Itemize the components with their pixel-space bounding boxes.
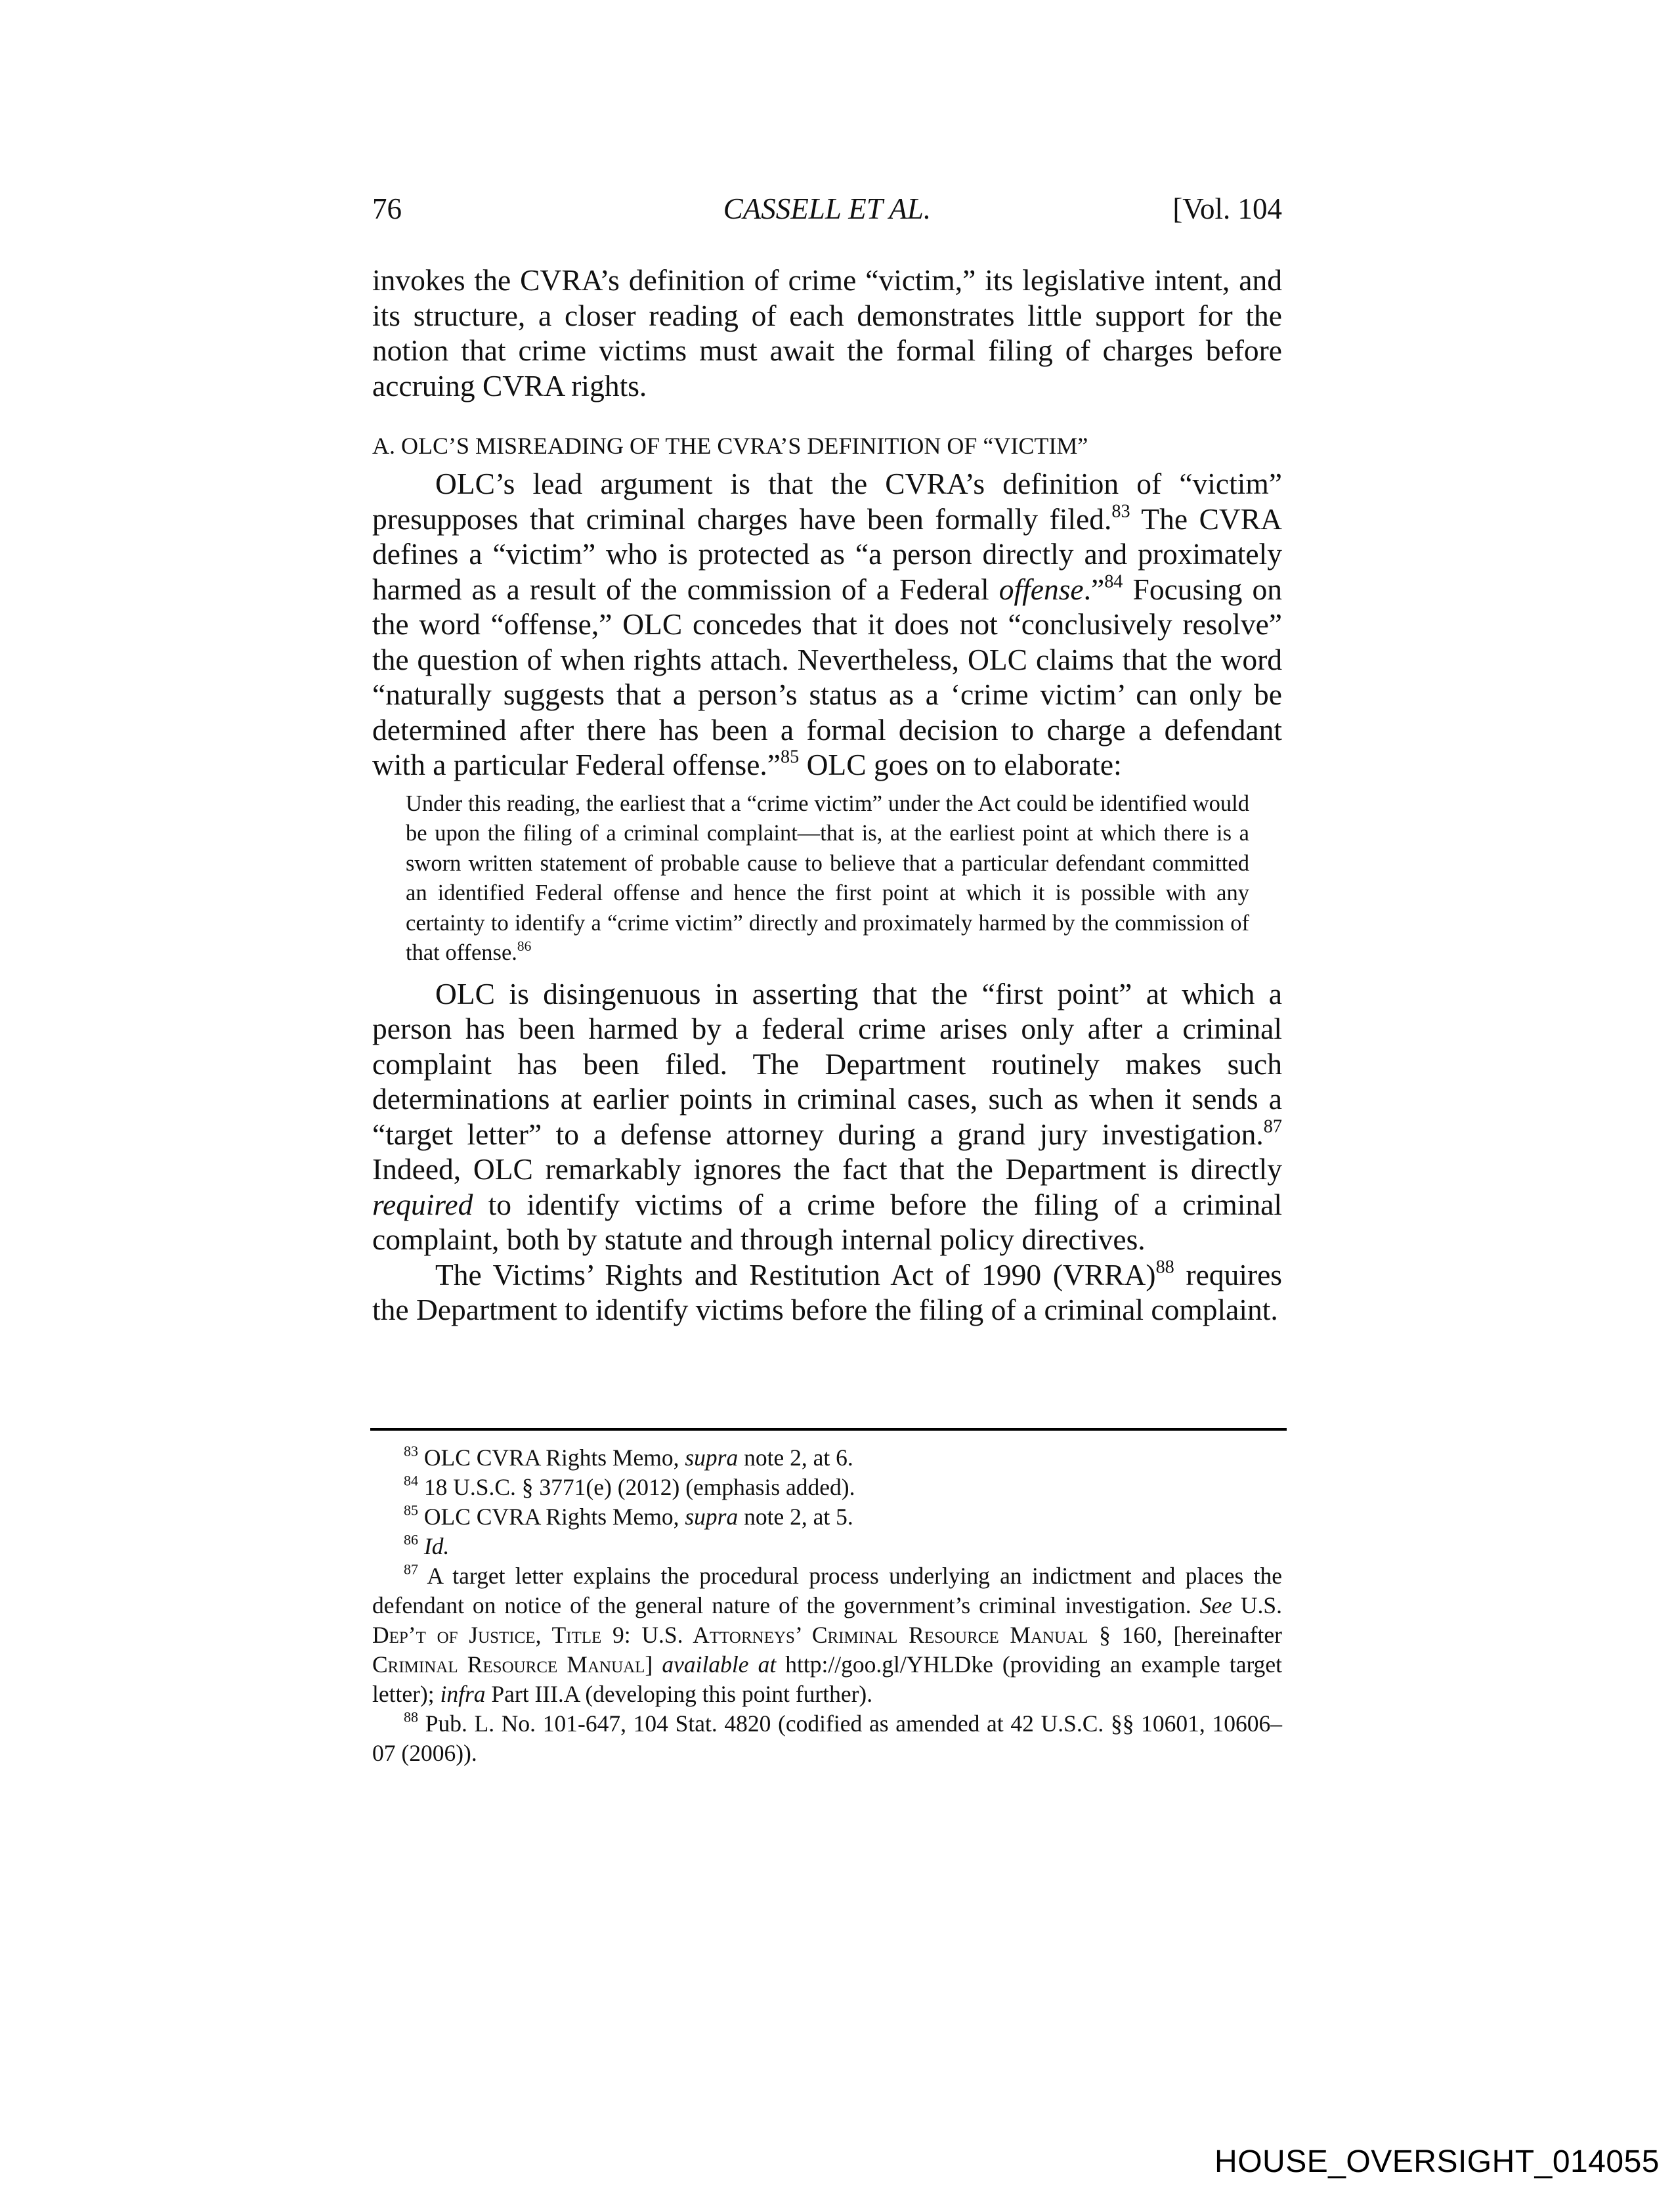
text-run: The CVRA defines a “victim” who is protected as “a person directly and proximately harmed as a result of the commission of a Federal xyxy=(372,502,1282,606)
paragraph xyxy=(372,976,1282,1257)
footnote-ref: 84 xyxy=(1104,571,1123,592)
footnote-ref: 83 xyxy=(1111,501,1130,522)
italic-text: offense xyxy=(998,572,1084,606)
footnote xyxy=(372,1443,1282,1473)
italic-text: Id. xyxy=(423,1533,450,1559)
section-heading xyxy=(372,429,1282,462)
footnote-ref: 85 xyxy=(780,747,800,768)
text-run: OLC CVRA Rights Memo, xyxy=(418,1444,685,1471)
block-quote xyxy=(406,789,1249,968)
footnote-ref: 88 xyxy=(404,1708,418,1725)
text-run: ] xyxy=(645,1651,662,1678)
italic-text: supra xyxy=(685,1504,739,1530)
text-run xyxy=(418,1533,424,1559)
footnote-divider xyxy=(370,1428,1287,1431)
text-run: A. OLC’S MISREADING OF THE CVRA’S DEFINITION OF “VICTIM” xyxy=(372,433,1088,459)
footnote-ref: 86 xyxy=(404,1531,418,1548)
footnote xyxy=(372,1709,1282,1768)
paragraph xyxy=(372,263,1282,403)
text-run: Under this reading, the earliest that a “crime victim” under the Act could be identified would be upon the filing of a criminal complaint—that is, at the earliest point at which there is a sworn written statement of probable cause to believe that a particular defendant committed an identified Federal offense and hence the first point at which it is possible with any certainty to identify a “crime victim” directly and proximately harmed by the commission of that offense. xyxy=(406,791,1249,965)
text-run: to identify victims of a crime before the filing of a criminal complaint, both by statute and through internal policy directives. xyxy=(372,1187,1282,1256)
text-run: OLC’s lead argument is that the CVRA’s definition of “victim” presupposes that criminal charges have been formally filed. xyxy=(372,467,1282,536)
italic-text: available at xyxy=(662,1651,777,1678)
small-caps-text: U.S. Dep’t of Justice, Title 9: U.S. Attorneys’ Criminal Resource Manual xyxy=(372,1592,1282,1648)
text-run: OLC goes on to elaborate: xyxy=(799,748,1122,781)
italic-text: required xyxy=(372,1187,473,1221)
footnote-ref: 85 xyxy=(404,1502,418,1519)
text-run: OLC CVRA Rights Memo, xyxy=(418,1504,685,1530)
text-run: http://goo.gl/YHLDke (providing an example target letter); xyxy=(372,1651,1283,1707)
footnote-ref: 83 xyxy=(404,1442,418,1460)
text-run: note 2, at 5. xyxy=(738,1504,853,1530)
body-text xyxy=(372,263,1282,1328)
text-run: OLC is disingenuous in asserting that the “first point” at which a person has been harmed by a federal crime arises only after a criminal complaint has been filed. The Department routinely makes such determinations at earlier points in criminal cases, such as when it sends a “target letter” to a defense attorney during a grand jury investigation. xyxy=(372,976,1282,1151)
running-title: CASSELL ET AL. xyxy=(723,192,932,225)
paragraph xyxy=(372,1257,1282,1328)
footnote xyxy=(372,1473,1282,1502)
small-caps-text: Criminal Resource Manual xyxy=(372,1651,645,1678)
paragraph xyxy=(372,466,1282,783)
italic-text: supra xyxy=(685,1444,739,1471)
text-run: Indeed, OLC remarkably ignores the fact that the Department is directly xyxy=(372,1152,1282,1186)
footnotes xyxy=(372,1443,1282,1768)
footnote-ref: 86 xyxy=(517,938,532,955)
footnote-ref: 87 xyxy=(404,1561,418,1578)
footnote-ref: 88 xyxy=(1155,1257,1174,1278)
volume-label: [Vol. 104 xyxy=(1172,192,1282,225)
footnote xyxy=(372,1532,1282,1561)
text-run: 18 U.S.C. § 3771(e) (2012) (emphasis added). xyxy=(418,1474,855,1500)
text-run: requires the Department to identify victims before the filing of a criminal complaint. xyxy=(372,1257,1283,1326)
footnote xyxy=(372,1561,1282,1709)
footnote-ref: 84 xyxy=(404,1472,418,1489)
italic-text: See xyxy=(1199,1592,1232,1618)
footnote-ref: 87 xyxy=(1263,1116,1282,1137)
running-header xyxy=(372,192,1282,231)
text-run xyxy=(1232,1592,1241,1618)
bates-stamp: HOUSE_OVERSIGHT_014055 xyxy=(1214,2144,1660,2179)
text-run: Pub. L. No. 101-647, 104 Stat. 4820 (codified as amended at 42 U.S.C. §§ 10601, 10606–07 (2006)). xyxy=(372,1710,1282,1766)
text-run: Focusing on the word “offense,” OLC concedes that it does not “conclusively resolve” the question of when rights attach. Nevertheless, OLC claims that the word “naturally suggests that a person’s status as a ‘crime victim’ can only be determined after there has been a formal decision to charge a defendant with a particular Federal offense.” xyxy=(372,572,1282,781)
text-run: § 160, [hereinafter xyxy=(1088,1622,1282,1648)
page-number: 76 xyxy=(372,192,402,225)
text-run: Part III.A (developing this point further). xyxy=(485,1681,873,1707)
footnote xyxy=(372,1502,1282,1532)
text-run: .” xyxy=(1083,572,1105,606)
text-run: invokes the CVRA’s definition of crime “victim,” its legislative intent, and its structure, a closer reading of each demonstrates little support for the notion that crime victims must await the formal filing of charges before accruing CVRA rights. xyxy=(372,263,1282,402)
text-run: note 2, at 6. xyxy=(738,1444,853,1471)
text-run: A target letter explains the procedural process underlying an indictment and places the defendant on notice of the general nature of the government’s criminal investigation. xyxy=(372,1563,1282,1618)
italic-text: infra xyxy=(440,1681,486,1707)
text-run: The Victims’ Rights and Restitution Act of 1990 (VRRA) xyxy=(435,1257,1156,1291)
